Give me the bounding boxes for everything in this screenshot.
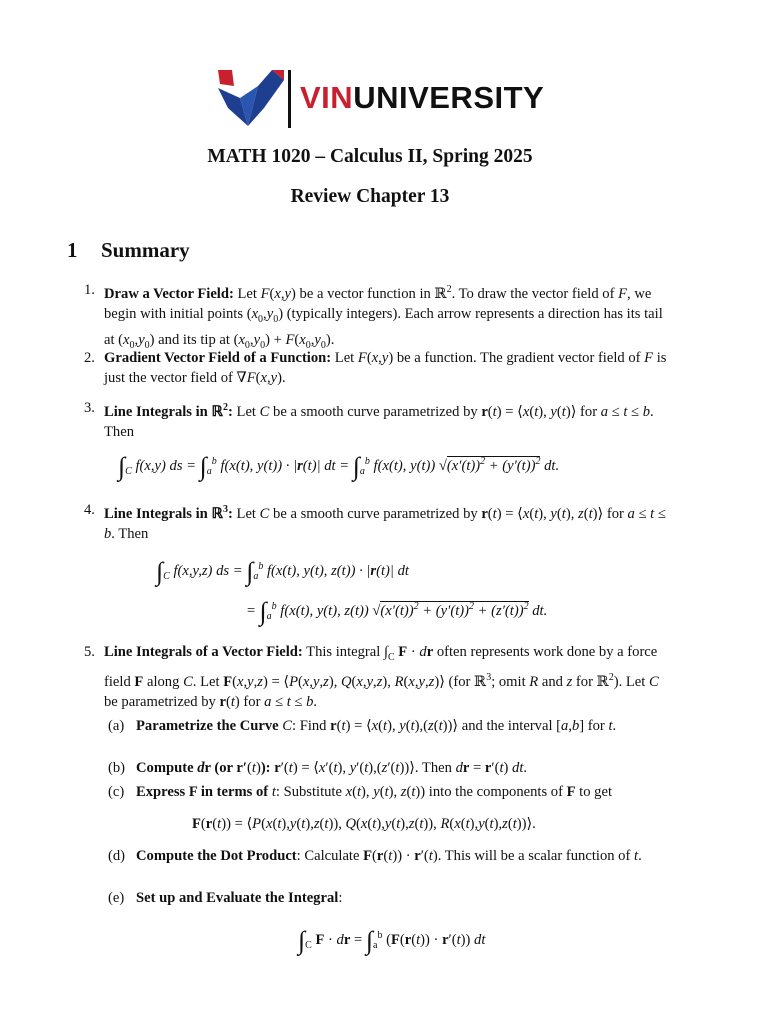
sub-item: (b) Compute dr (or r′(t)): r′(t) = ⟨x′(t), y′(t),(z′(t))⟩. Then dr = r′(t) dt. <box>108 760 528 776</box>
sub-item-marker: (b) <box>108 760 126 776</box>
item-marker: 1. <box>84 282 95 298</box>
formula-line-integral-2d: $\int_C$ f(x,y) ds = $\int_a^b$ f(x(t), y(t)) · |r(t)| dt = $\int_a^b$ f(x(t), y(t)) $√(x'(t))^2 + (y'(t))^2$ dt. <box>118 452 560 481</box>
formula-f-of-r: F(r(t)) = ⟨P(x(t),y(t),z(t)), Q(x(t),y(t),z(t)), R(x(t),y(t),z(t))⟩. <box>192 816 536 832</box>
formula-line-integral-3d-a: $\int_C$ f(x,y,z) ds = $\int_a^b$ f(x(t), y(t), z(t)) · |r(t)| dt <box>156 557 409 586</box>
list-item: 2. Gradient Vector Field of a Function: Let F(x,y) be a function. The gradient vector field of F is just the vector field of ∇F(x,y). <box>84 350 667 386</box>
sub-item-title: Compute the Dot Product <box>136 848 297 864</box>
sub-item-marker: (c) <box>108 784 125 800</box>
sub-item: (d) Compute the Dot Product: Calculate F(r(t)) · r′(t). This will be a scalar function of t. <box>108 848 642 864</box>
university-emblem <box>218 68 284 130</box>
sub-item-title: Express F in terms of <box>136 784 269 800</box>
sub-item-marker: (d) <box>108 848 126 864</box>
course-title: MATH 1020 – Calculus II, Spring 2025 <box>207 146 533 167</box>
sub-item: (e) Set up and Evaluate the Integral: <box>108 890 343 906</box>
formula-work-integral: $\int_C$ F · dr = $\int_a^b$ (F(r(t)) · r′(t)) dt <box>298 926 486 955</box>
formula-line-integral-3d-b: = $\int_a^b$ f(x(t), y(t), z(t)) $√(x'(t))^2 + (y'(t))^2 + (z'(t))^2$ dt. <box>246 597 548 626</box>
item-title: Line Integrals in <box>104 403 208 420</box>
list-item: 3. Line Integrals in ℝ$^2$: Let C be a smooth curve parametrized by r(t) = ⟨x(t), y(t)⟩ for a ≤ t ≤ b. Then <box>84 400 654 440</box>
item-marker: 5. <box>84 644 95 660</box>
logo-vin-text: VIN <box>300 80 354 115</box>
sub-item-title: Set up and Evaluate the Integral <box>136 890 339 906</box>
logo-wordmark <box>300 80 544 116</box>
list-item: 1. Draw a Vector Field: Let F(x,y) be a vector function in ℝ$^2$. To draw the vector field of F, we begin with initial points $(x_0,y_0)$ (typically integers). Each arrow represents a direction has its tail at $(x_0,y_0)$ and its tip at $(x_0,y_0) + F(x_0,y_0)$. <box>84 282 663 351</box>
item-marker: 2. <box>84 350 95 366</box>
item-title: Draw a Vector Field: <box>104 285 234 302</box>
sub-item: (c) Express F in terms of t: Substitute x(t), y(t), z(t)) into the components of F to get <box>108 784 613 800</box>
item-marker: 4. <box>84 502 95 518</box>
vinuniversity-logo <box>218 68 545 130</box>
sub-item: (a) Parametrize the Curve C: Find r(t) = ⟨x(t), y(t),(z(t))⟩ and the interval [a,b] for t. <box>108 718 617 734</box>
section-title: Summary <box>101 238 190 262</box>
logo-divider <box>288 70 291 128</box>
section-heading <box>67 238 190 263</box>
sub-item-title: Parametrize the Curve <box>136 718 279 734</box>
list-item: 4. Line Integrals in ℝ$^3$: Let C be a smooth curve parametrized by r(t) = ⟨x(t), y(t), z(t)⟩ for a ≤ t ≤ b. Then <box>84 502 666 542</box>
list-item: 5. Line Integrals of a Vector Field: This integral $\int_C$ F · dr often represents work done by a force field F along C. Let F(x,y,z) = ⟨P(x,y,z), Q(x,y,z), R(x,y,z)⟩ (for ℝ$^3$; omit R and z for ℝ$^2$). Let C be parametrized by r(t) for a ≤ t ≤ b. <box>84 644 659 710</box>
sub-item-title: Compute <box>136 760 194 776</box>
logo-university-text: UNIVERSITY <box>353 80 545 115</box>
sub-item-marker: (e) <box>108 890 125 906</box>
item-title: Line Integrals of a Vector Field: <box>104 644 303 660</box>
sub-item-marker: (a) <box>108 718 125 734</box>
section-number: 1 <box>67 238 78 262</box>
review-title: Review Chapter 13 <box>290 186 450 207</box>
item-marker: 3. <box>84 400 95 416</box>
item-title: Line Integrals in <box>104 505 208 522</box>
item-title: Gradient Vector Field of a Function: <box>104 350 332 366</box>
